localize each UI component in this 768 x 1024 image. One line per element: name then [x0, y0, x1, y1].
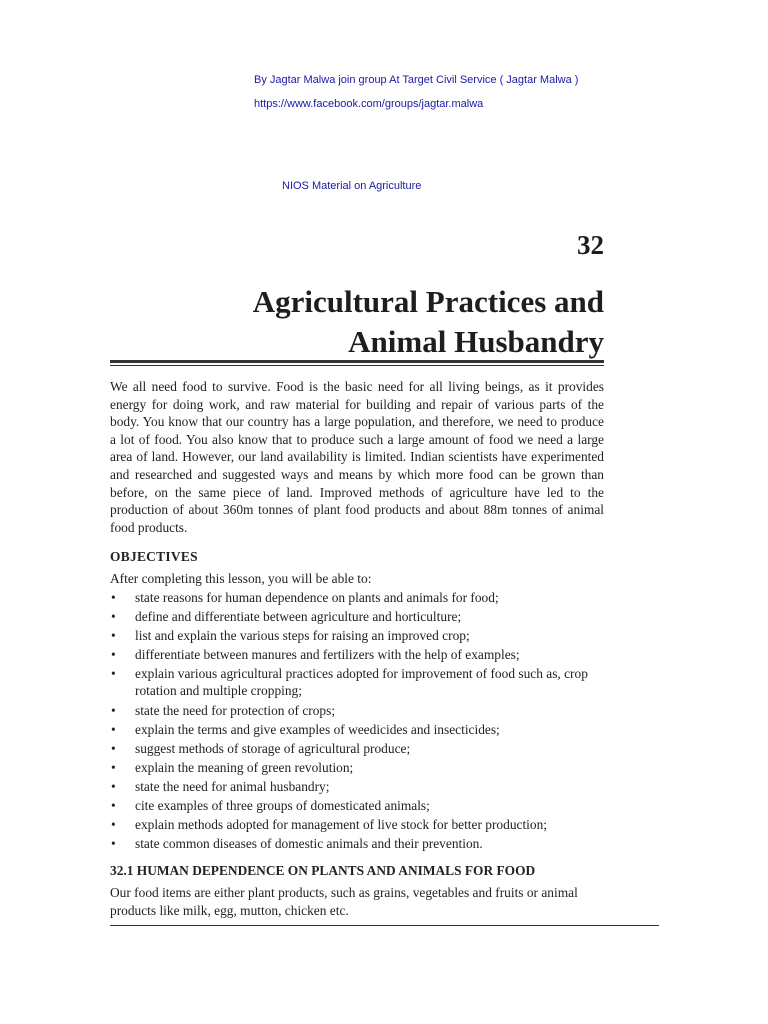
objectives-lead: After completing this lesson, you will be able to: — [110, 571, 372, 586]
objective-item: • differentiate between manures and fertilizers with the help of examples; — [110, 646, 610, 664]
header-credit-line: By Jagtar Malwa join group At Target Civil Service ( Jagtar Malwa ) — [254, 74, 579, 86]
objective-item: • define and differentiate between agriculture and horticulture; — [110, 608, 610, 626]
objective-item: • explain various agricultural practices adopted for improvement of food such as, crop rotation and multiple cropping; — [110, 665, 610, 700]
chapter-title — [253, 282, 604, 362]
objective-item: • state reasons for human dependence on plants and animals for food; — [110, 589, 610, 607]
section-heading: 32.1 HUMAN DEPENDENCE ON PLANTS AND ANIMALS FOR FOOD — [110, 863, 536, 878]
chapter-title-line-2: Animal Husbandry — [348, 324, 604, 359]
intro-paragraph: We all need food to survive. Food is the basic need for all living beings, as it provides energy for doing work, and raw material for building and repair of various parts of the body. You know that our country has a large population, and therefore, we need to produce a lot of food. You also know that to produce such a large amount of food we need a large area of land. However, our land availability is limited. Indian scientists have experimented and researched and suggested ways and means by which more food can be grown than before, on the same piece of land. Improved methods of agriculture have led to the production of about 360m tonnes of plant food products and about 88m tonnes of animal food products. — [110, 379, 604, 535]
header-material-label: NIOS Material on Agriculture — [282, 180, 422, 192]
chapter-title-line-1: Agricultural Practices and — [252, 284, 604, 319]
objective-item: • state the need for animal husbandry; — [110, 778, 610, 796]
objective-item: • state the need for protection of crops; — [110, 702, 610, 720]
objective-item: • state common diseases of domestic animals and their prevention. — [110, 835, 610, 853]
section-body: Our food items are either plant products, such as grains, vegetables and fruits or animal products like milk, egg, mutton, chicken etc. — [110, 885, 578, 918]
objective-item: • list and explain the various steps for raising an improved crop; — [110, 627, 610, 645]
chapter-number: 32 — [577, 230, 604, 260]
objective-item: • explain the meaning of green revolution; — [110, 759, 610, 777]
title-divider — [110, 360, 604, 366]
objective-item: • cite examples of three groups of domesticated animals; — [110, 797, 610, 815]
footer-divider — [110, 925, 659, 926]
objectives-heading: OBJECTIVES — [110, 549, 198, 564]
objective-item: • explain the terms and give examples of weedicides and insecticides; — [110, 721, 610, 739]
objective-item: • explain methods adopted for management of live stock for better production; — [110, 816, 610, 834]
objective-item: • suggest methods of storage of agricultural produce; — [110, 740, 610, 758]
objectives-list — [110, 589, 610, 855]
header-facebook-link[interactable]: https://www.facebook.com/groups/jagtar.malwa — [254, 98, 484, 110]
